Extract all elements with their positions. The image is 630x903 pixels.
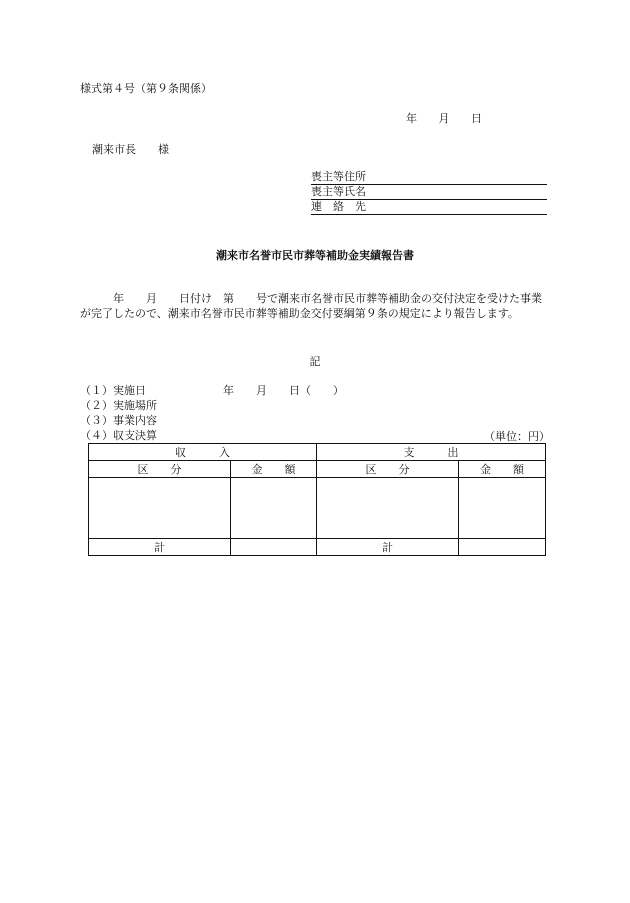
expense-amount-header: 金 額 xyxy=(459,461,546,478)
budget-table xyxy=(88,443,546,556)
expense-amount-cell[interactable] xyxy=(459,478,546,539)
expense-category-cell[interactable] xyxy=(317,478,459,539)
addressee xyxy=(92,141,169,157)
applicant-name-field[interactable]: 喪主等氏名 xyxy=(311,185,547,200)
applicant-contact-field[interactable]: 連 絡 先 xyxy=(311,200,547,215)
item-implementation-date: （１）実施日 年 月 日（ ） xyxy=(80,384,344,397)
income-total-amount[interactable] xyxy=(231,539,317,556)
form-number: 様式第４号（第９条関係） xyxy=(80,82,212,95)
item-list xyxy=(80,383,344,443)
income-amount-cell[interactable] xyxy=(231,478,317,539)
income-header: 収 入 xyxy=(89,444,317,461)
item-location: （２）実施場所 xyxy=(80,399,157,412)
item-budget: （４）収支決算 xyxy=(80,429,157,442)
applicant-block xyxy=(311,170,547,215)
income-total-label: 計 xyxy=(89,539,231,556)
body-paragraph: 年 月 日付け 第 号で潮来市名誉市民市葬等補助金の交付決定を受けた事業が完了したので、潮来市名誉市民市葬等補助金交付要綱第９条の規定により報告します。 xyxy=(80,292,542,320)
addressee-name: 潮来市長 xyxy=(92,143,136,156)
income-category-cell[interactable] xyxy=(89,478,231,539)
income-category-header: 区 分 xyxy=(89,461,231,478)
addressee-honorific: 様 xyxy=(158,143,169,156)
expense-header: 支 出 xyxy=(317,444,546,461)
expense-category-header: 区 分 xyxy=(317,461,459,478)
document-title: 潮来市名誉市民市葬等補助金実績報告書 xyxy=(216,249,414,262)
item-content: （３）事業内容 xyxy=(80,414,157,427)
expense-total-amount[interactable] xyxy=(459,539,546,556)
ki-heading: 記 xyxy=(309,355,321,368)
expense-total-label: 計 xyxy=(317,539,459,556)
applicant-address-field[interactable]: 喪主等住所 xyxy=(311,170,547,185)
income-amount-header: 金 額 xyxy=(231,461,317,478)
unit-label: （単位：円） xyxy=(484,430,550,443)
report-date: 年 月 日 xyxy=(406,112,482,125)
